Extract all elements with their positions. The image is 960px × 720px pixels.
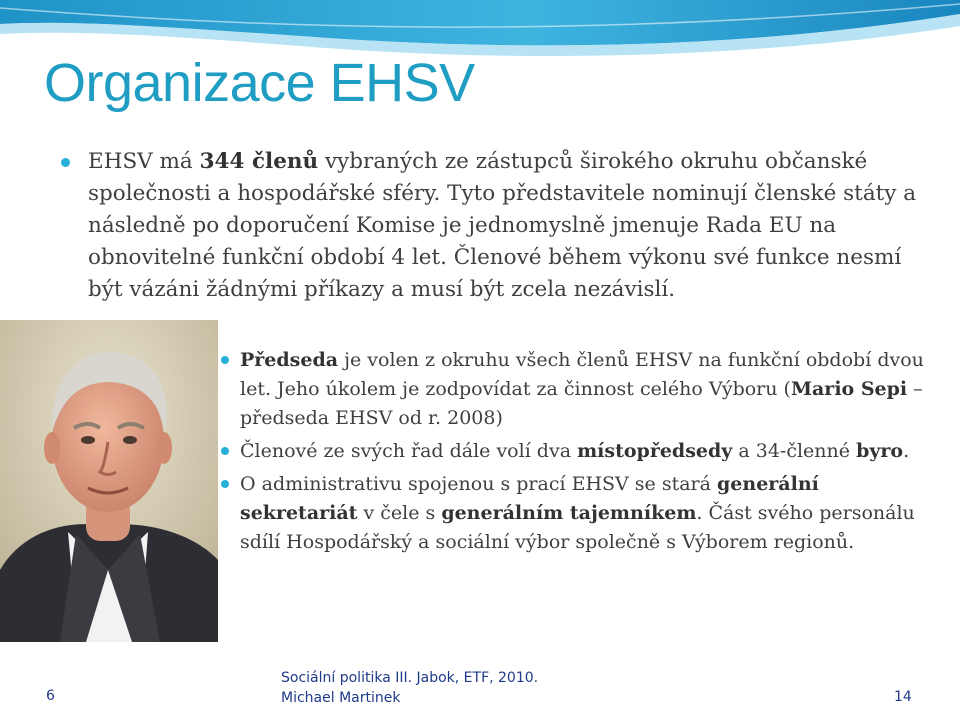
portrait-photo [0,320,218,642]
bold-run: Předseda [240,349,339,371]
text-run: EHSV má [88,149,200,174]
bold-run: generálním tajemníkem [441,502,697,524]
bullet-predseda [240,346,930,433]
footer-line-author: Michael Martinek [281,690,401,706]
text-run: Členové ze svých řad dále volí dva [240,440,578,462]
bullet-mistopredsedy [240,437,930,466]
footer-line-course: Sociální politika III. Jabok, ETF, 2010. [281,670,539,686]
main-bullet-list [88,146,918,306]
header-wave-decoration [0,0,960,60]
bold-run: byro [856,440,904,462]
text-run: je volen z okruhu všech členů EHSV na funkční období dvou let. Jeho úkolem je zodpovídat za činnost celého Výboru ( [240,349,924,400]
bold-run: Mario Sepi [790,378,908,400]
main-bullet [88,146,918,306]
bold-run: generální sekretariát [240,473,819,524]
bold-run: 344 členů [199,149,319,174]
text-run: v čele s [357,502,442,524]
text-run: . [903,440,910,462]
portrait-illustration [0,320,218,642]
bold-run: místopředsedy [577,440,733,462]
page-number: 14 [894,689,912,705]
text-run: a 34-členné [732,440,857,462]
text-run: – předseda EHSV od r. 2008) [240,378,923,429]
slide-title: Organizace EHSV [44,53,475,113]
footer-text [281,668,538,708]
text-run: vybraných ze zástupců širokého okruhu občanské společnosti a hospodářské sféry. Tyto představitele nominují členské státy a následně po doporučení Komise je jednomyslně jmenuje Rada EU na obnovitelné funkční období 4 let. Členové během výkonu své funkce nesmí být vázáni žádnými příkazy a musí být zcela nezávislí. [88,149,917,302]
slide-number: 6 [46,688,55,704]
bullet-sekretariat [240,470,930,557]
sub-bullet-list [240,346,930,561]
text-run: O administrativu spojenou s prací EHSV se stará [240,473,718,495]
text-run: . Část svého personálu sdílí Hospodářský a sociální výbor společně s Výborem regionů. [240,502,915,553]
